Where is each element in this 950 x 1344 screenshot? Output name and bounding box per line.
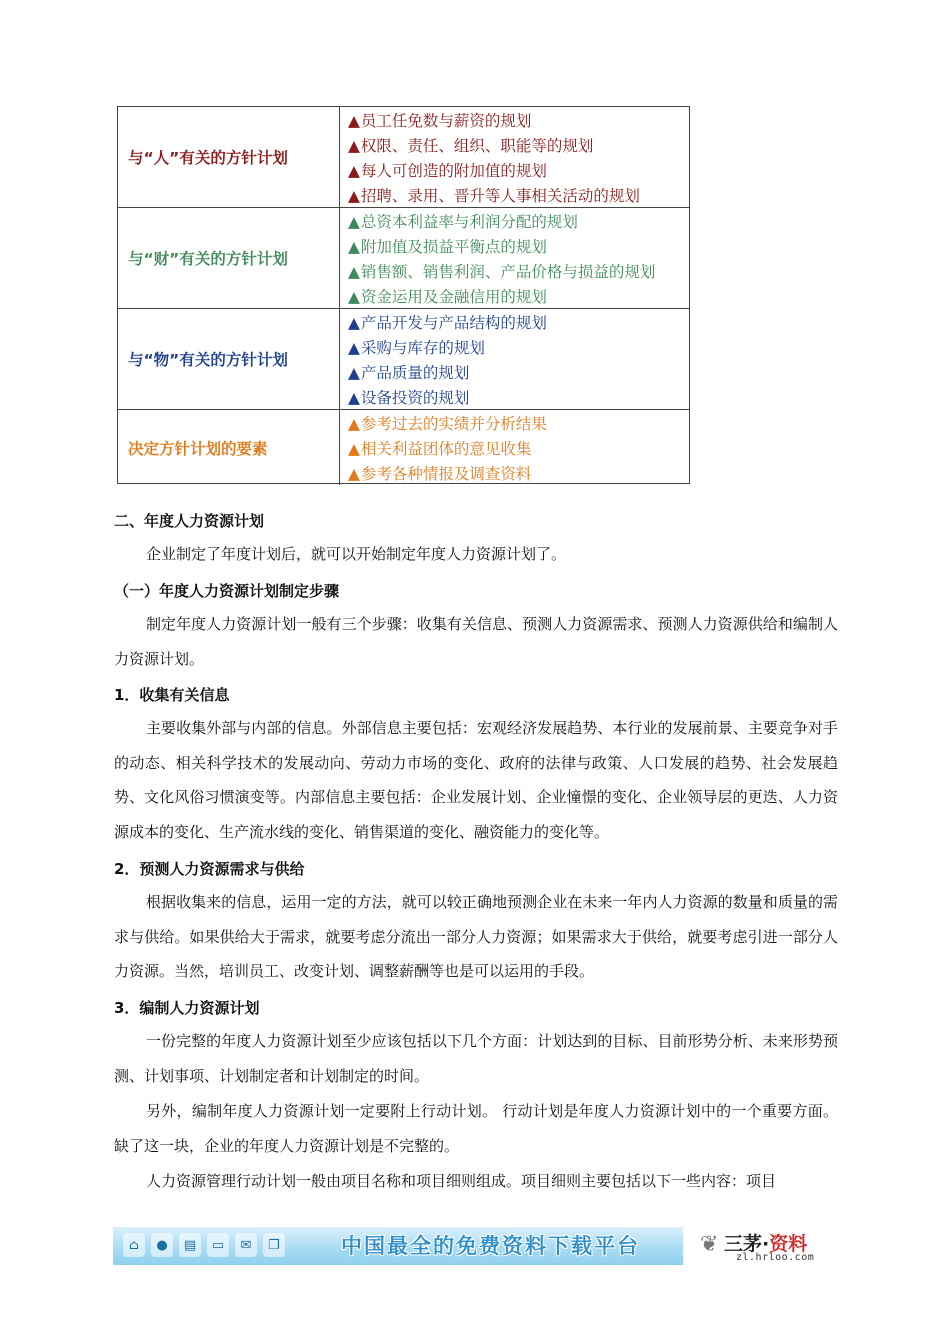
- chart-icon: ▤: [179, 1233, 201, 1257]
- triangle-bullet-icon: ▲: [348, 213, 360, 231]
- document-icon: ▭: [207, 1233, 229, 1257]
- plan-table: [117, 106, 690, 484]
- certificate-icon: ✉: [235, 1233, 257, 1257]
- list-item: ▲产品质量的规划: [348, 364, 470, 382]
- step2-paragraph: 根据收集来的信息，运用一定的方法，就可以较正确地预测企业在未来一年内人力资源的数量和质量的需求与供给。如果供给大于需求，就要考虑分流出一部分人力资源；如果需求大于供给，就要考虑引进一部分人力资源。当然，培训员工、改变计划、调整薪酬等也是可以运用的手段。: [114, 893, 838, 980]
- triangle-bullet-icon: ▲: [348, 314, 360, 332]
- leaf-icon: ❦: [700, 1232, 719, 1257]
- step2-title: 2．预测人力资源需求与供给: [114, 860, 305, 878]
- triangle-bullet-icon: ▲: [348, 339, 360, 357]
- list-item: ▲相关利益团体的意见收集: [348, 440, 532, 458]
- triangle-bullet-icon: ▲: [348, 364, 360, 382]
- triangle-bullet-icon: ▲: [348, 263, 360, 281]
- step3-title: 3．编制人力资源计划: [114, 999, 260, 1017]
- list-item: ▲参考各种情报及调查资料: [348, 465, 532, 483]
- row-label: 与“财”有关的方针计划: [118, 208, 340, 308]
- list-item: ▲参考过去的实绩并分析结果: [348, 415, 547, 433]
- triangle-bullet-icon: ▲: [348, 137, 360, 155]
- list-item: ▲采购与库存的规划: [348, 339, 485, 357]
- list-item: ▲总资本利益率与利润分配的规划: [348, 213, 578, 231]
- triangle-bullet-icon: ▲: [348, 288, 360, 306]
- triangle-bullet-icon: ▲: [348, 389, 360, 407]
- triangle-bullet-icon: ▲: [348, 415, 360, 433]
- coin-icon: ●: [151, 1233, 173, 1257]
- sub-title: （一）年度人力资源计划制定步骤: [114, 582, 340, 600]
- banner-slogan: 中国最全的免费资料下载平台: [341, 1234, 640, 1258]
- table-row-factors: [118, 410, 689, 485]
- list-item: ▲员工任免数与薪资的规划: [348, 112, 532, 130]
- table-row-finance: [118, 208, 689, 309]
- steps-intro-paragraph: 制定年度人力资源计划一般有三个步骤：收集有关信息、预测人力资源需求、预测人力资源供给和编制人力资源计划。: [114, 615, 838, 668]
- triangle-bullet-icon: ▲: [348, 465, 360, 483]
- table-row-people: [118, 107, 689, 208]
- table-row-materials: [118, 309, 689, 410]
- triangle-bullet-icon: ▲: [348, 187, 360, 205]
- logo-title: 三茅·资料: [724, 1233, 808, 1255]
- list-item: ▲产品开发与产品结构的规划: [348, 314, 547, 332]
- triangle-bullet-icon: ▲: [348, 238, 360, 256]
- list-item: ▲资金运用及金融信用的规划: [348, 288, 547, 306]
- row-label: 与“物”有关的方针计划: [118, 309, 340, 409]
- step3-paragraph-3: 人力资源管理行动计划一般由项目名称和项目细则组成。项目细则主要包括以下一些内容：项目: [146, 1172, 777, 1190]
- list-item: ▲附加值及损益平衡点的规划: [348, 238, 547, 256]
- home-icon: ⌂: [123, 1233, 145, 1257]
- row-label: 与“人”有关的方针计划: [118, 107, 340, 207]
- logo-url: zl.hrloo.com: [736, 1252, 815, 1263]
- download-banner[interactable]: [113, 1227, 683, 1265]
- site-logo[interactable]: [700, 1229, 830, 1265]
- triangle-bullet-icon: ▲: [348, 440, 360, 458]
- step1-title: 1．收集有关信息: [114, 686, 230, 704]
- triangle-bullet-icon: ▲: [348, 112, 360, 130]
- step3-paragraph-1: 一份完整的年度人力资源计划至少应该包括以下几个方面：计划达到的目标、目前形势分析、未来形势预测、计划事项、计划制定者和计划制定的时间。: [114, 1032, 838, 1085]
- list-item: ▲招聘、录用、晋升等人事相关活动的规划: [348, 187, 640, 205]
- list-item: ▲设备投资的规划: [348, 389, 470, 407]
- list-item: ▲权限、责任、组织、职能等的规划: [348, 137, 594, 155]
- intro-paragraph: 企业制定了年度计划后，就可以开始制定年度人力资源计划了。: [146, 545, 567, 563]
- list-item: ▲销售额、销售利润、产品价格与损益的规划: [348, 263, 656, 281]
- book-icon: ❐: [263, 1233, 285, 1257]
- row-label: 决定方针计划的要素: [118, 410, 340, 485]
- step3-paragraph-2: 另外，编制年度人力资源计划一定要附上行动计划。 行动计划是年度人力资源计划中的一个重要方面。缺了这一块，企业的年度人力资源计划是不完整的。: [114, 1102, 838, 1155]
- list-item: ▲每人可创造的附加值的规划: [348, 162, 547, 180]
- triangle-bullet-icon: ▲: [348, 162, 360, 180]
- step1-paragraph: 主要收集外部与内部的信息。外部信息主要包括：宏观经济发展趋势、本行业的发展前景、主要竞争对手的动态、相关科学技术的发展动向、劳动力市场的变化、政府的法律与政策、人口发展的趋势、社会发展趋势、文化风俗习惯演变等。内部信息主要包括：企业发展计划、企业憧憬的变化、企业领导层的更迭、人力资源成本的变化、生产流水线的变化、销售渠道的变化、融资能力的变化等。: [114, 719, 838, 841]
- section-title: 二、年度人力资源计划: [114, 512, 265, 530]
